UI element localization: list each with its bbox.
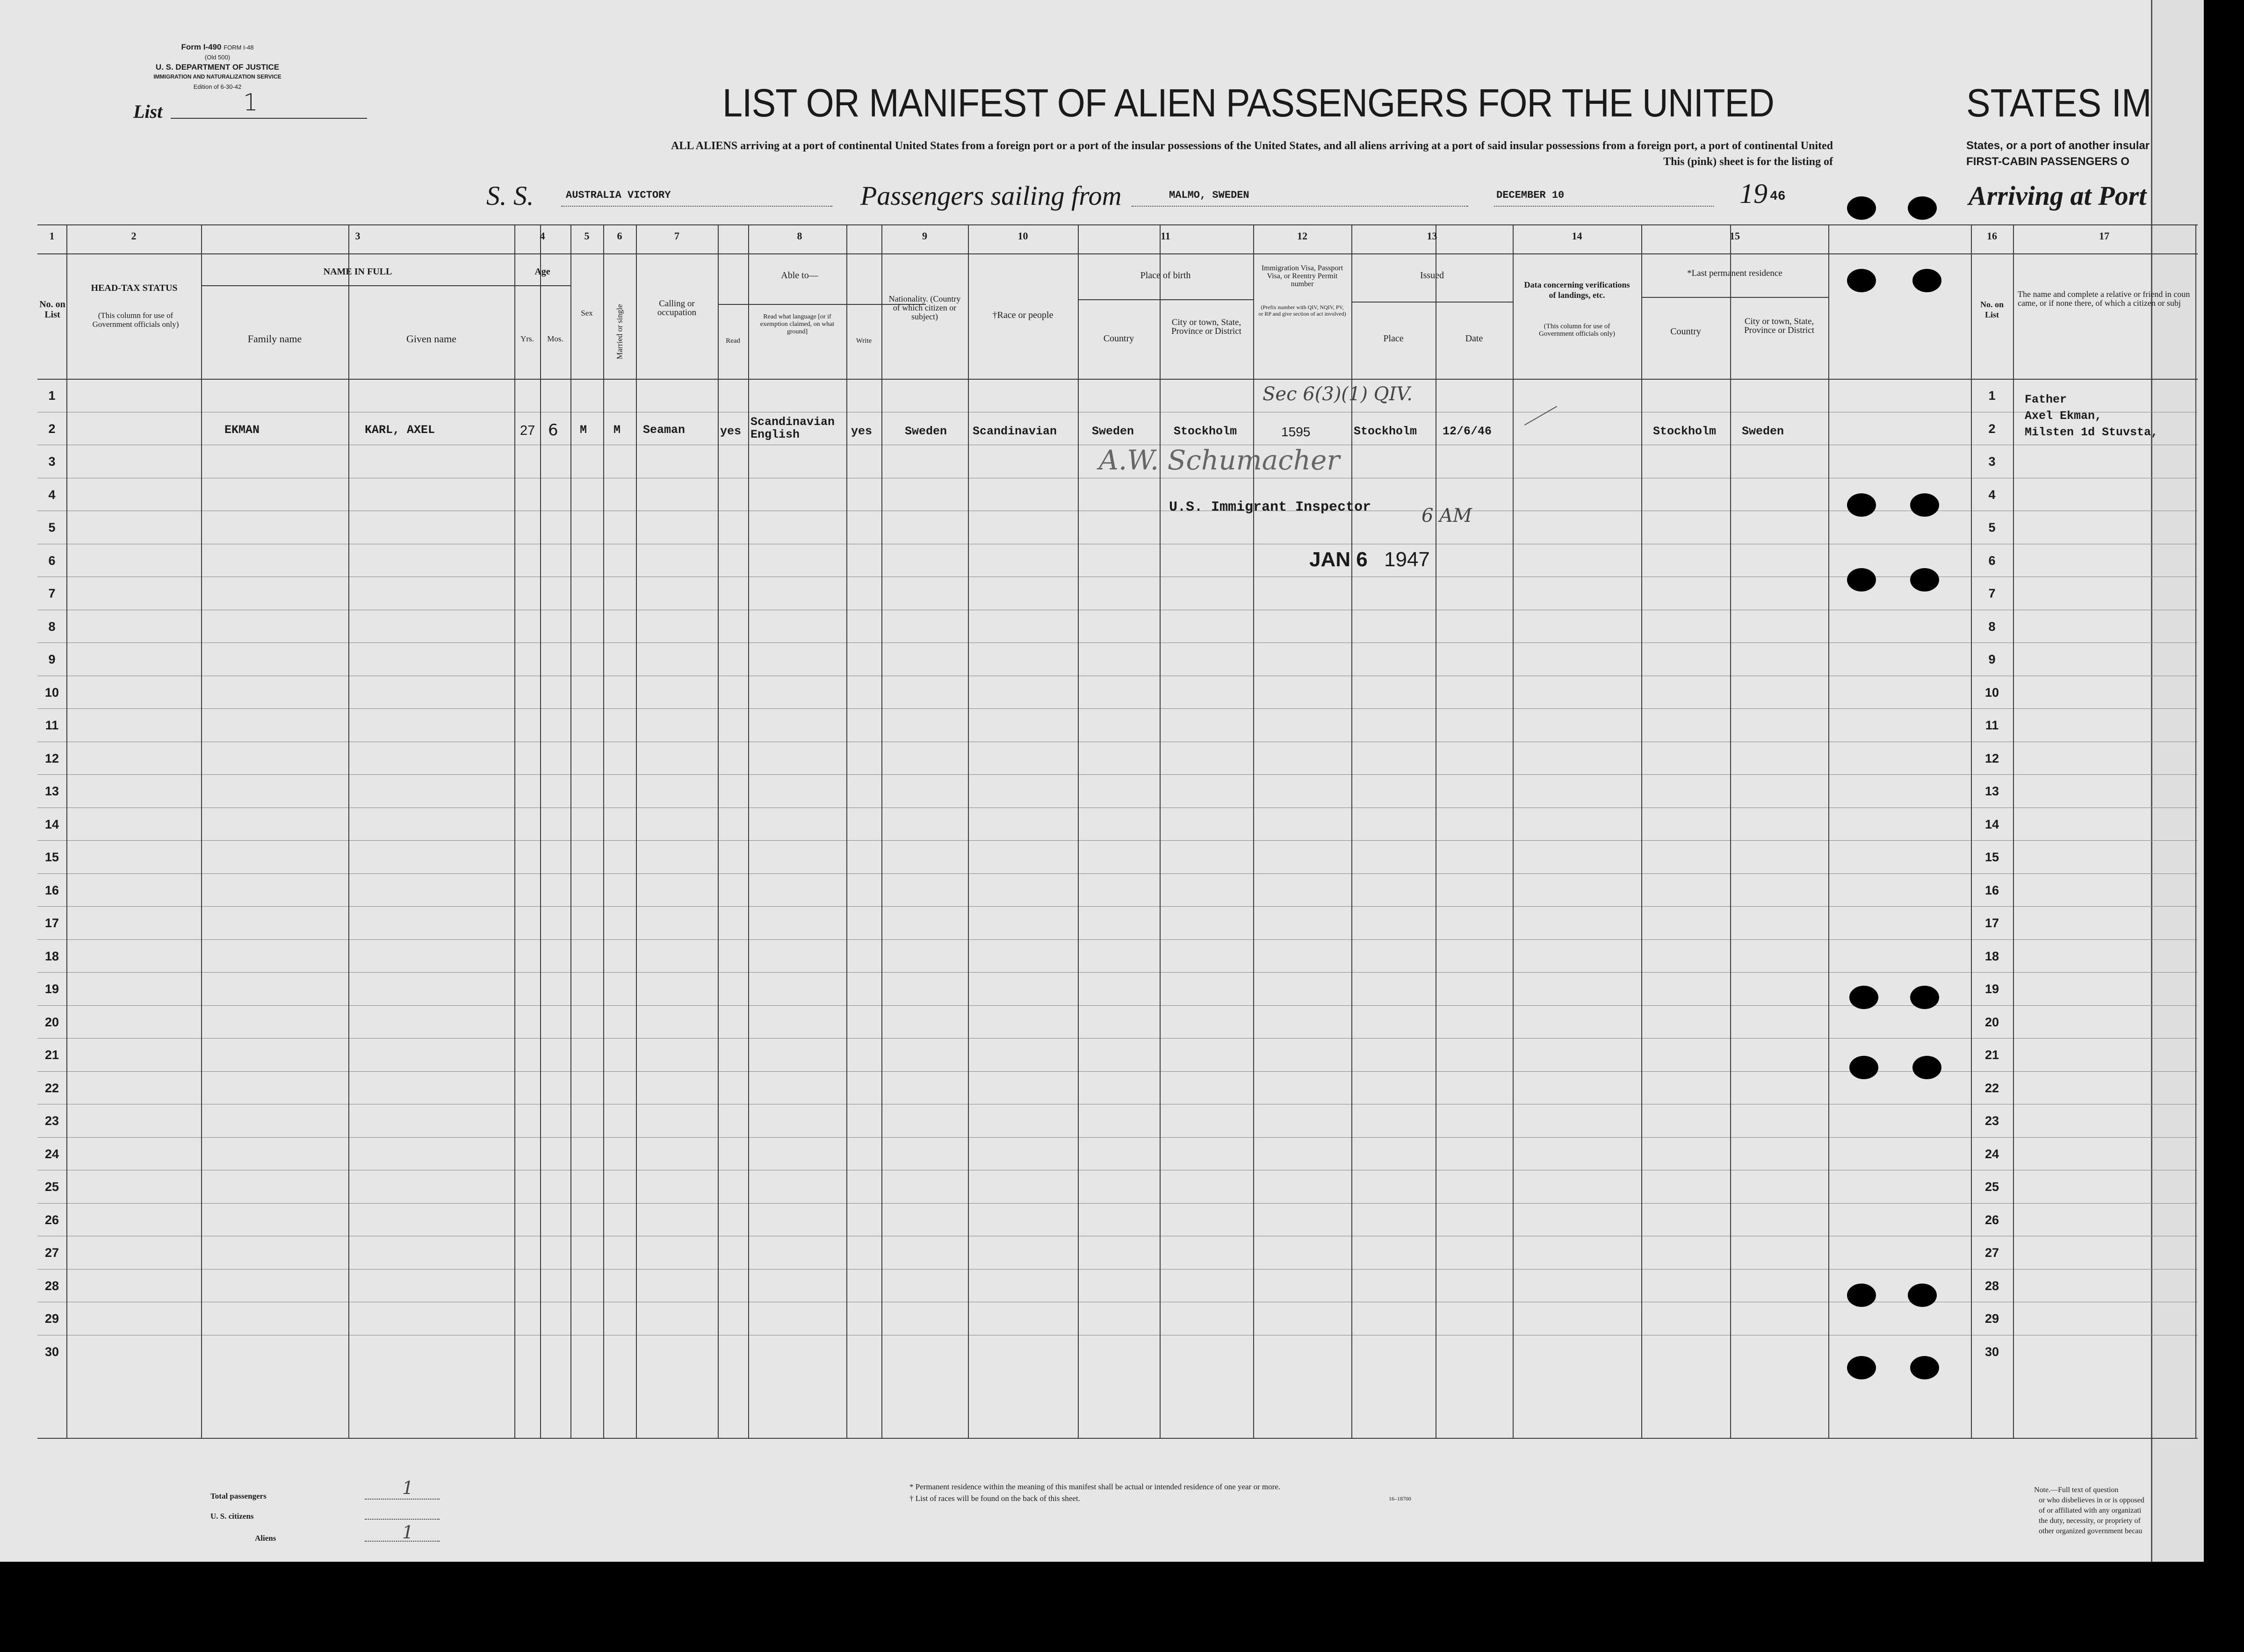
entry-family-name: EKMAN xyxy=(224,423,260,437)
row-number-right: 3 xyxy=(1988,454,1996,469)
entry-language-1: Scandinavian xyxy=(750,415,835,429)
footer-aliens-label: Aliens xyxy=(255,1534,276,1543)
row-number: 19 xyxy=(44,982,59,996)
col-divider xyxy=(1160,224,1161,1438)
header-calling: Calling or occupation xyxy=(657,299,697,317)
row-number: 12 xyxy=(44,751,59,765)
colnum-2: 2 xyxy=(131,230,137,242)
punch-hole xyxy=(1910,986,1939,1009)
row-number: 1 xyxy=(48,389,56,403)
row-line xyxy=(37,939,2198,940)
row-number-right: 1 xyxy=(1988,389,1996,403)
row-number: 27 xyxy=(44,1246,59,1260)
list-label: List xyxy=(133,101,163,122)
form-alt-number: FORM I-48 xyxy=(224,44,254,51)
colnum-9: 9 xyxy=(922,230,927,242)
col-divider xyxy=(718,224,719,1438)
instructions-right-2: FIRST-CABIN PASSENGERS O xyxy=(1966,155,2129,168)
instructions-right-1: States, or a port of another insular xyxy=(1966,139,2150,152)
colnum-3: 3 xyxy=(355,230,361,242)
footer-note-right-3: of or affiliated with any organizati xyxy=(2039,1507,2142,1515)
sailing-date: DECEMBER 10 xyxy=(1496,189,1565,201)
entry-race: Scandinavian xyxy=(973,425,1057,438)
row-line xyxy=(37,642,2198,643)
entry-issued-date: 12/6/46 xyxy=(1443,425,1492,438)
header-issued-place: Place xyxy=(1383,333,1404,344)
entry-visa-handwritten: Sec 6(3)(1) QIV. xyxy=(1263,383,1413,405)
instructions xyxy=(383,138,1833,170)
colnum-1: 1 xyxy=(49,230,55,242)
form-service: IMMIGRATION AND NATURALIZATION SERVICE xyxy=(153,73,281,80)
grid-colnum-line xyxy=(37,253,2198,254)
colnum-12: 12 xyxy=(1297,230,1307,242)
header-no-on-list-2: No. on List xyxy=(1980,300,2004,319)
col-divider xyxy=(540,224,541,1438)
footer-code: 16–18700 xyxy=(1389,1495,1411,1502)
instructions-continued xyxy=(1966,138,2163,170)
row-number-right: 24 xyxy=(1984,1147,1999,1161)
punch-hole xyxy=(1910,493,1939,517)
punch-hole xyxy=(1912,1056,1941,1079)
entry-birth-country: Sweden xyxy=(1092,425,1134,438)
punch-hole xyxy=(1912,269,1941,292)
footer-citizens-line xyxy=(365,1519,440,1520)
row-line xyxy=(37,1203,2198,1204)
row-number-right: 26 xyxy=(1984,1212,1999,1227)
colnum-16: 16 xyxy=(1987,230,1997,242)
header-last-residence: *Last permanent residence xyxy=(1687,268,1782,278)
punch-hole xyxy=(1847,269,1876,292)
punch-hole xyxy=(1849,986,1878,1009)
header-given-name: Given name xyxy=(406,333,456,345)
punch-hole xyxy=(1847,1356,1876,1379)
header-able-to: Able to— xyxy=(781,270,818,281)
row-number-right: 16 xyxy=(1984,883,1999,897)
header-mos: Mos. xyxy=(547,334,563,343)
row-number: 15 xyxy=(44,850,59,865)
inspector-signature: A.W. Schumacher xyxy=(1099,444,1340,476)
entry-relative-3: Milsten 1d Stuvsta, xyxy=(2025,426,2158,439)
footer-note-races: † List of races will be found on the back of this sheet. xyxy=(909,1494,1080,1503)
row-number-right: 27 xyxy=(1984,1246,1999,1260)
col-divider xyxy=(201,224,202,1438)
colnum-14: 14 xyxy=(1572,230,1582,242)
sailing-from: MALMO, SWEDEN xyxy=(1169,189,1249,201)
row-line xyxy=(37,873,2198,874)
header-race: †Race or people xyxy=(992,310,1053,320)
header-issued-date: Date xyxy=(1465,333,1483,344)
row-line xyxy=(37,906,2198,907)
ss-line xyxy=(561,206,832,207)
row-number: 9 xyxy=(48,652,56,667)
col-divider xyxy=(514,224,515,1438)
header-birth-country: Country xyxy=(1103,333,1134,344)
colnum-4: 4 xyxy=(540,230,545,242)
row-number-right: 15 xyxy=(1984,850,1999,865)
grid-top-line xyxy=(37,224,2198,225)
grid-bottom-line xyxy=(37,1438,2198,1439)
row-number: 22 xyxy=(44,1081,59,1095)
instructions-line-2: This (pink) sheet is for the listing of xyxy=(1663,156,1833,168)
age-subheader-line xyxy=(514,285,570,286)
colnum-8: 8 xyxy=(797,230,802,242)
row-number-right: 10 xyxy=(1984,685,1999,700)
arriving-label: Arriving at Port xyxy=(1969,180,2147,211)
entry-write: yes xyxy=(851,425,873,438)
row-number: 21 xyxy=(44,1048,59,1062)
col-divider xyxy=(748,224,749,1438)
form-department: U. S. DEPARTMENT OF JUSTICE xyxy=(155,63,280,72)
col-divider xyxy=(348,224,349,1438)
row-line xyxy=(37,972,2198,973)
entry-res-city: Sweden xyxy=(1742,425,1784,438)
row-number-right: 8 xyxy=(1988,619,1996,634)
header-head-tax-note: (This column for use of Government officials only) xyxy=(92,311,179,329)
col-divider xyxy=(2195,224,2196,1438)
entry-married: M xyxy=(613,423,621,437)
form-header xyxy=(119,42,316,92)
row-number-right: 9 xyxy=(1988,652,1996,667)
row-number-right: 11 xyxy=(1985,718,1999,733)
birth-subheader-line xyxy=(1078,299,1253,300)
row-number-right: 23 xyxy=(1984,1114,1999,1128)
date-line xyxy=(1494,206,1714,207)
header-age: Age xyxy=(534,267,550,277)
sailing-line xyxy=(1132,206,1468,207)
list-line xyxy=(171,118,367,119)
row-number-right: 4 xyxy=(1988,487,1996,502)
header-landings-note: (This column for use of Government officials only) xyxy=(1538,323,1615,338)
entry-relative-1: Father xyxy=(2025,393,2067,406)
col-divider xyxy=(1253,224,1254,1438)
footer-us-citizens-label: U. S. citizens xyxy=(210,1512,254,1521)
colnum-11: 11 xyxy=(1161,230,1170,242)
row-number: 2 xyxy=(48,421,56,436)
col-divider xyxy=(1730,224,1731,1438)
header-read-what: Read what language [or if exemption claimed, on what ground] xyxy=(760,313,835,335)
entry-issued-place: Stockholm xyxy=(1354,425,1417,438)
header-place-of-birth: Place of birth xyxy=(1140,270,1191,281)
header-landings: Data concerning verifications of landings, etc. xyxy=(1524,280,1630,300)
row-number-right: 12 xyxy=(1984,751,1999,765)
inspector-title-stamp: U.S. Immigrant Inspector xyxy=(1169,499,1371,515)
name-subheader-line xyxy=(201,285,514,286)
colnum-17: 17 xyxy=(2099,230,2109,242)
header-no-on-list: No. on List xyxy=(39,299,65,320)
form-number: Form I-490 xyxy=(181,43,222,51)
col-divider xyxy=(66,224,67,1438)
row-number: 14 xyxy=(44,817,59,831)
row-number-right: 29 xyxy=(1984,1312,1999,1326)
col-divider xyxy=(881,224,882,1438)
row-number-right: 28 xyxy=(1984,1278,1999,1293)
punch-hole xyxy=(1910,568,1939,592)
header-family-name: Family name xyxy=(247,333,302,345)
row-number: 18 xyxy=(44,949,59,963)
footer-total-value: 1 xyxy=(402,1478,414,1498)
col-divider xyxy=(603,224,604,1438)
colnum-10: 10 xyxy=(1017,230,1028,242)
year-suffix: 46 xyxy=(1770,189,1786,204)
row-number: 20 xyxy=(44,1015,59,1029)
grid-header-line xyxy=(37,379,2198,380)
row-number: 8 xyxy=(48,619,56,634)
row-number-right: 17 xyxy=(1984,916,1999,931)
footer-total-passengers-label: Total passengers xyxy=(210,1492,267,1501)
col-divider xyxy=(2013,224,2014,1438)
entry-language-2: English xyxy=(750,428,800,441)
col-divider xyxy=(1828,224,1829,1438)
page-title: LIST OR MANIFEST OF ALIEN PASSENGERS FOR THE UNITED xyxy=(722,81,1775,125)
footer-note-residence: * Permanent residence within the meaning of this manifest shall be actual or intended residence of one year or more. xyxy=(909,1482,1281,1491)
footer-total-line xyxy=(365,1499,440,1500)
instructions-line-1: ALL ALIENS arriving at a port of continental United States from a foreign port or a port of the insular possessions of the United States, and all aliens arriving at a port of said insular possessions from a foreign port, a port of continental United xyxy=(671,140,1833,152)
header-sex: Sex xyxy=(581,309,593,317)
issued-subheader-line xyxy=(1351,302,1513,303)
entry-res-country: Stockholm xyxy=(1653,425,1717,438)
row-number: 30 xyxy=(44,1344,59,1359)
punch-hole xyxy=(1849,1056,1878,1079)
header-yrs: Yrs. xyxy=(520,334,534,343)
row-number: 26 xyxy=(44,1212,59,1227)
row-line xyxy=(37,1137,2198,1138)
row-line xyxy=(37,774,2198,775)
header-birth-city: City or town, State, Province or District xyxy=(1171,317,1241,336)
row-number-right: 14 xyxy=(1984,817,1999,831)
punch-hole xyxy=(1847,196,1876,220)
col-divider xyxy=(1641,224,1642,1438)
row-line xyxy=(37,1269,2198,1270)
landings-check-mark xyxy=(1524,406,1557,426)
row-number: 7 xyxy=(48,586,56,601)
punch-hole xyxy=(1908,196,1937,220)
row-number-right: 5 xyxy=(1988,520,1996,535)
header-nationality: Nationality. (Country of which citizen or subject) xyxy=(888,294,961,321)
col-divider xyxy=(846,224,847,1438)
colnum-6: 6 xyxy=(617,230,622,242)
row-number: 25 xyxy=(44,1180,59,1194)
row-number-right: 22 xyxy=(1984,1081,1999,1095)
col-divider xyxy=(570,224,571,1438)
row-number: 4 xyxy=(48,487,56,502)
punch-hole xyxy=(1908,1284,1937,1307)
header-read: Read xyxy=(726,337,740,345)
row-number: 3 xyxy=(48,454,56,469)
row-number: 13 xyxy=(44,784,59,799)
header-married: Married or single xyxy=(615,304,624,360)
col-divider xyxy=(1971,224,1972,1438)
col-divider xyxy=(968,224,969,1438)
form-old: (Old 500) xyxy=(204,54,231,61)
header-relative: The name and complete a relative or friend in coun came, or if none there, of which a citizen or subj xyxy=(2018,290,2190,308)
row-number-right: 30 xyxy=(1984,1344,1999,1359)
footer-note-right-4: the duty, necessity, or propriety of xyxy=(2039,1517,2141,1525)
sailing-label: Passengers sailing from xyxy=(860,180,1122,211)
colnum-5: 5 xyxy=(584,230,590,242)
entry-occupation: Seaman xyxy=(643,423,685,437)
punch-hole xyxy=(1847,493,1876,517)
row-number: 23 xyxy=(44,1114,59,1128)
row-number-right: 20 xyxy=(1984,1015,1999,1029)
entry-mos: 6 xyxy=(548,421,558,440)
form-edition: Edition of 6-30-42 xyxy=(193,83,242,90)
footer-aliens-value: 1 xyxy=(402,1522,414,1543)
row-number-right: 19 xyxy=(1984,982,1999,996)
row-number: 16 xyxy=(44,883,59,897)
manifest-grid xyxy=(37,224,2198,1438)
entry-nationality: Sweden xyxy=(905,425,947,438)
row-number-right: 7 xyxy=(1988,586,1996,601)
entry-sex: M xyxy=(580,423,587,437)
colnum-13: 13 xyxy=(1427,230,1437,242)
ss-label: S. S. xyxy=(486,180,534,211)
header-name-in-full: NAME IN FULL xyxy=(323,267,392,277)
row-number: 24 xyxy=(44,1147,59,1161)
row-line xyxy=(37,708,2198,709)
page-title-continued: STATES IM xyxy=(1966,81,2152,125)
row-number-right: 6 xyxy=(1988,553,1996,568)
entry-given-name: KARL, AXEL xyxy=(365,423,435,437)
header-write: Write xyxy=(856,337,872,345)
footer-note-right-1: Note.—Full text of question xyxy=(2034,1486,2119,1494)
row-number: 29 xyxy=(44,1312,59,1326)
list-number: 1 xyxy=(243,89,258,116)
date-stamp-month: JAN 6 xyxy=(1309,548,1368,571)
row-number: 10 xyxy=(44,685,59,700)
header-visa-note: (Prefix number with QIV, NQIV, PV, or RP and give section of act involved) xyxy=(1258,304,1346,317)
col-divider xyxy=(1078,224,1079,1438)
header-head-tax: HEAD-TAX STATUS xyxy=(91,283,178,293)
entry-relative-2: Axel Ekman, xyxy=(2025,409,2102,423)
time-handwritten: 6 AM xyxy=(1421,505,1472,527)
row-number-right: 18 xyxy=(1984,949,1999,963)
header-visa: Immigration Visa, Passport Visa, or Reentry Permit number xyxy=(1261,264,1343,288)
colnum-7: 7 xyxy=(674,230,679,242)
residence-subheader-line xyxy=(1641,297,1828,298)
punch-hole xyxy=(1847,1284,1876,1307)
row-number-right: 21 xyxy=(1984,1048,1999,1062)
row-number: 11 xyxy=(45,718,59,733)
col-divider xyxy=(1513,224,1514,1438)
header-res-city: City or town, State, Province or District xyxy=(1744,317,1814,335)
ship-name: AUSTRALIA VICTORY xyxy=(566,189,671,201)
header-issued: Issued xyxy=(1420,270,1444,281)
colnum-15: 15 xyxy=(1730,230,1740,242)
row-line xyxy=(37,840,2198,841)
row-number-right: 13 xyxy=(1984,784,1999,799)
entry-birth-city: Stockholm xyxy=(1174,425,1237,438)
col-divider xyxy=(636,224,637,1438)
punch-hole xyxy=(1847,568,1876,592)
row-number-right: 2 xyxy=(1988,421,1996,436)
row-number: 6 xyxy=(48,553,56,568)
entry-read: yes xyxy=(720,425,742,438)
footer-note-right-2: or who disbelieves in or is opposed xyxy=(2039,1496,2144,1504)
year-prefix: 19 xyxy=(1739,178,1768,209)
date-stamp-year: 1947 xyxy=(1384,548,1430,571)
punch-hole xyxy=(1910,1356,1939,1379)
header-res-country: Country xyxy=(1670,326,1701,337)
row-number: 28 xyxy=(44,1278,59,1293)
row-number-right: 25 xyxy=(1984,1180,1999,1194)
entry-yrs: 27 xyxy=(520,423,535,438)
entry-visa-number: 1595 xyxy=(1281,425,1311,439)
row-line xyxy=(37,1038,2198,1039)
row-number: 17 xyxy=(44,916,59,931)
footer-note-right-5: other organized government becau xyxy=(2039,1527,2143,1535)
row-number: 5 xyxy=(48,520,56,535)
col-divider xyxy=(1351,224,1352,1438)
